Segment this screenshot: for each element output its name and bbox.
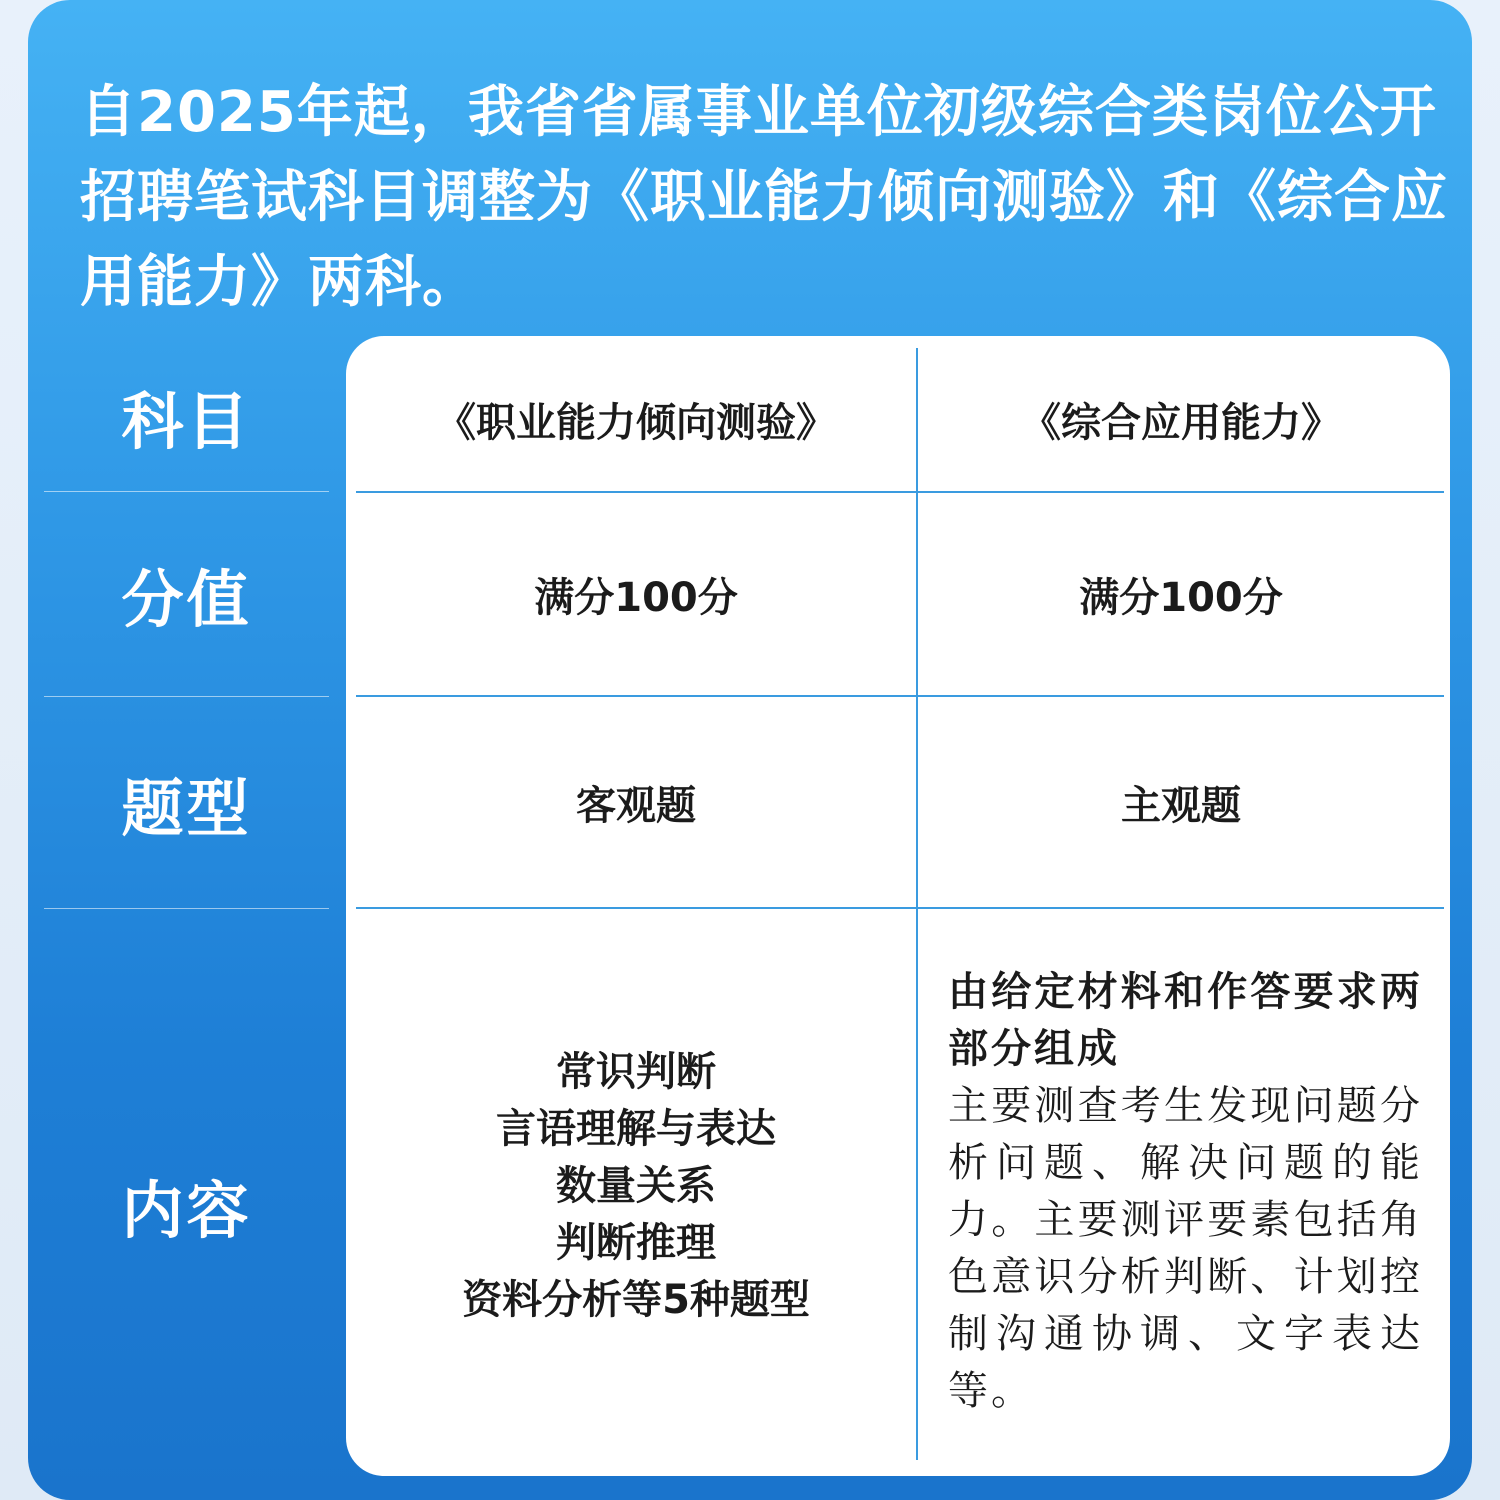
content-2-body: 主要测查考生发现问题分析问题、解决问题的能力。主要测评要素包括角色意识分析判断、计划控制沟通协调、文字表达等。 xyxy=(948,1083,1423,1414)
list-item: 判断推理 xyxy=(556,1220,716,1266)
row-label-content: 内容 xyxy=(121,1173,252,1247)
row-separator xyxy=(44,908,329,909)
row-separator xyxy=(44,491,329,492)
list-item: 常识判断 xyxy=(556,1049,716,1095)
headline: 自2025年起，我省省属事业单位初级综合类岗位公开招聘笔试科目调整为《职业能力倾向测验》和《综合应用能力》两科。 xyxy=(80,80,1448,315)
row-label-score: 分值 xyxy=(121,563,252,636)
list-item: 资料分析等5种题型 xyxy=(462,1277,810,1323)
content-1 xyxy=(356,909,916,1464)
type-1: 客观题 xyxy=(576,782,696,829)
comparison-table xyxy=(346,336,1450,1476)
subject-2: 《综合应用能力》 xyxy=(1021,400,1341,446)
content-2-heading: 由给定材料和作答要求两部分组成 xyxy=(948,969,1423,1072)
row-label-type: 题型 xyxy=(121,771,252,845)
list-item: 数量关系 xyxy=(556,1163,716,1209)
score-1: 满分100分 xyxy=(534,574,738,621)
type-2: 主观题 xyxy=(1121,782,1241,829)
row-label-subject: 科目 xyxy=(121,384,252,458)
content-2 xyxy=(948,964,1423,1420)
score-2: 满分100分 xyxy=(1079,574,1283,621)
info-card xyxy=(28,0,1472,1500)
row-separator xyxy=(44,696,329,697)
list-item: 言语理解与表达 xyxy=(496,1106,776,1152)
content-1-list xyxy=(462,1044,810,1329)
subject-1: 《职业能力倾向测验》 xyxy=(436,400,836,446)
